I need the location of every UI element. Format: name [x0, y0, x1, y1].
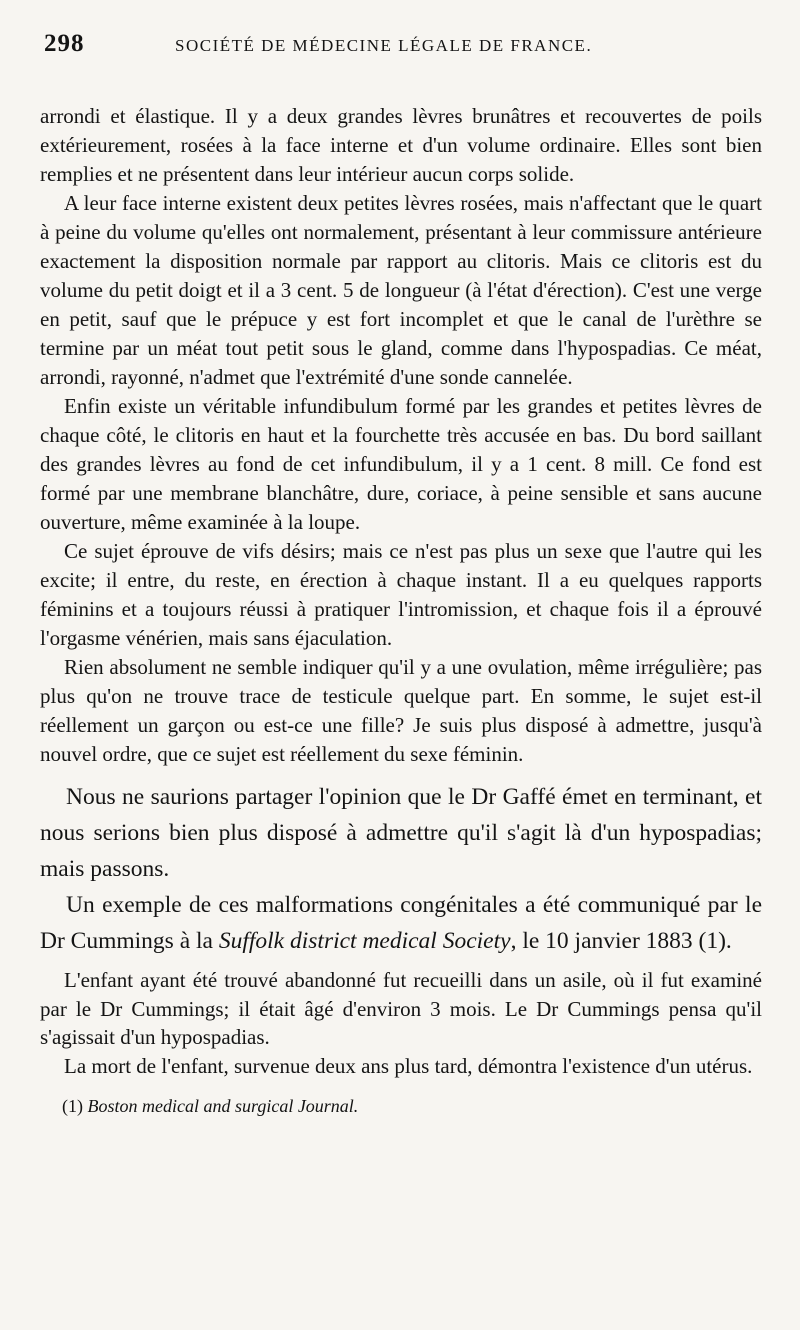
paragraph-text: Un exemple de ces malformations congénitales a été communiqué par le Dr Cummings à la: [40, 892, 762, 954]
paragraph: L'enfant ayant été trouvé abandonné fut recueilli dans un asile, où il fut examiné par le Dr Cummings; il était âgé d'environ 3 mois. Le Dr Cummings pensa qu'il s'agissait d'un hypospadias.: [40, 968, 762, 1049]
paragraph: [40, 887, 762, 959]
paragraph: Nous ne saurions partager l'opinion que le Dr Gaffé émet en terminant, et nous serions bien plus disposé à admettre qu'il s'agit là d'un hypospadias; mais passons.: [40, 784, 762, 882]
page-number: 298: [44, 30, 85, 57]
paragraph: Rien absolument ne semble indiquer qu'il y a une ovulation, même irrégulière; pas plus qu'on ne trouve trace de testicule quelque part. En somme, le sujet est-il réellement un garçon ou est-ce une fille? Je suis plus disposé à admettre, jusqu'à nouvel ordre, que ce sujet est réellement du sexe féminin.: [40, 655, 762, 766]
case-report-text: [40, 102, 762, 769]
paragraph-text: , le 10 janvier 1883 (1).: [510, 928, 732, 954]
paragraph: La mort de l'enfant, survenue deux ans plus tard, démontra l'existence d'un utérus.: [64, 1053, 753, 1078]
footnote-marker: (1): [62, 1096, 83, 1116]
footnote-text: Boston medical and surgical Journal.: [87, 1096, 359, 1116]
commentary-text: [40, 779, 762, 959]
paragraph: Ce sujet éprouve de vifs désirs; mais ce n'est pas plus un sexe que l'autre qui les excite; il entre, du reste, en érection à chaque instant. Il a eu quelques rapports féminins et a toujours réussi à pratiquer l'intromission, et chaque fois il a éprouvé l'orgasme vénérien, mais sans éjaculation.: [40, 539, 762, 650]
book-page: [40, 30, 762, 1118]
paragraph: A leur face interne existent deux petites lèvres rosées, mais n'affectant que le quart à peine du volume qu'elles ont normalement, présentant à leur commissure antérieure exactement la disposition normale par rapport au clitoris. Mais ce clitoris est du volume du petit doigt et il a 3 cent. 5 de longueur (à l'état d'érection). C'est une verge en petit, sauf que le prépuce y est fort incomplet et que le canal de l'urèthre se termine par un méat tout petit sous le gland, comme dans l'hypospadias. Ce méat, arrondi, rayonné, n'admet que l'extrémité d'une sonde cannelée.: [40, 191, 762, 389]
page-header: [40, 30, 762, 60]
running-head: SOCIÉTÉ DE MÉDECINE LÉGALE DE FRANCE.: [175, 36, 593, 55]
society-name: Suffolk district medical Society: [218, 928, 511, 954]
case-summary-text: [40, 966, 762, 1080]
footnote: [40, 1094, 762, 1118]
paragraph: arrondi et élastique. Il y a deux grandes lèvres brunâtres et recouvertes de poils extérieurement, rosées à la face interne et d'un volume ordinaire. Elles sont bien remplies et ne présentent dans leur intérieur aucun corps solide.: [40, 104, 762, 186]
paragraph: Enfin existe un véritable infundibulum formé par les grandes et petites lèvres de chaque côté, le clitoris en haut et la fourchette très accusée en bas. Du bord saillant des grandes lèvres au fond de cet infundibulum, il y a 1 cent. 8 mill. Ce fond est formé par une membrane blanchâtre, dure, coriace, à peine sensible et sans aucune ouverture, même examinée à la loupe.: [40, 394, 762, 534]
